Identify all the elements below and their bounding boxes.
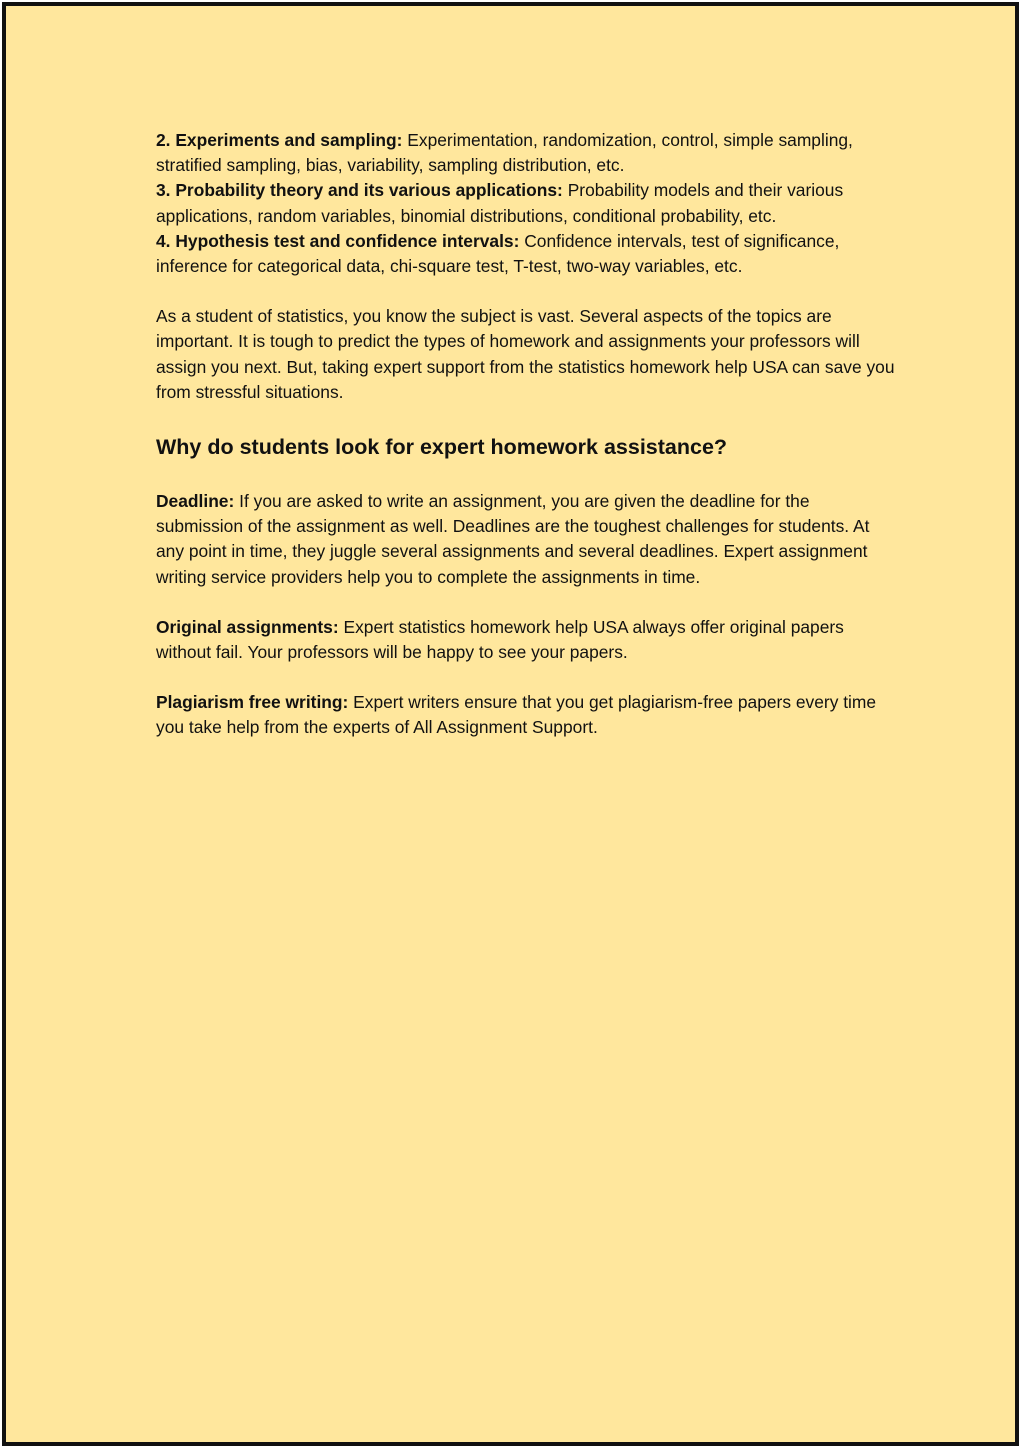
intro-item-lead: 3. Probability theory and its various applications: <box>156 180 563 201</box>
reason-lead: Deadline: <box>156 491 235 512</box>
intro-item-hypothesis <box>156 229 896 279</box>
reason-text: Expert writers ensure that you get plagiarism-free papers every time you take help from the experts of All Assignment Support. <box>156 692 877 738</box>
intro-item-lead: 4. Hypothesis test and confidence intervals: <box>156 230 520 251</box>
statistics-paragraph: As a student of statistics, you know the subject is vast. Several aspects of the topics are important. It is tough to predict the types of homework and assignments your professors will assign you next. But, taking expert support from the statistics homework help USA can save you from stressful situations. <box>156 306 895 402</box>
reason-lead: Original assignments: <box>156 616 339 637</box>
intro-item-probability <box>156 178 896 228</box>
reason-original-assignments <box>156 615 896 665</box>
intro-item-text: Confidence intervals, test of significance, inference for categorical data, chi-square test, T-test, two-way variables, etc. <box>156 230 840 277</box>
intro-item-experiments <box>156 128 896 178</box>
reason-text: Expert statistics homework help USA always offer original papers without fail. Your professors will be happy to see your papers. <box>156 616 844 663</box>
intro-item-text: Experimentation, randomization, control, simple sampling, stratified sampling, bias, variability, sampling distribution, etc. <box>156 130 853 176</box>
intro-item-text: Probability models and their various applications, random variables, binomial distributions, conditional probability, etc. <box>156 180 844 226</box>
section-heading: Why do students look for expert homework assistance? <box>156 435 728 460</box>
intro-item-lead: 2. Experiments and sampling: <box>156 130 403 150</box>
document-content <box>156 128 896 741</box>
document-page <box>2 2 1019 1446</box>
reason-deadline <box>156 489 896 590</box>
reason-text: If you are asked to write an assignment, you are given the deadline for the submission of the assignment as well. Deadlines are the toughest challenges for students. At any point in time, they juggle several assignments and several deadlines. Expert assignment writing service providers help you to complete the assignments in time. <box>156 491 870 587</box>
reason-plagiarism-free <box>156 690 896 740</box>
reason-lead: Plagiarism free writing: <box>156 692 349 713</box>
